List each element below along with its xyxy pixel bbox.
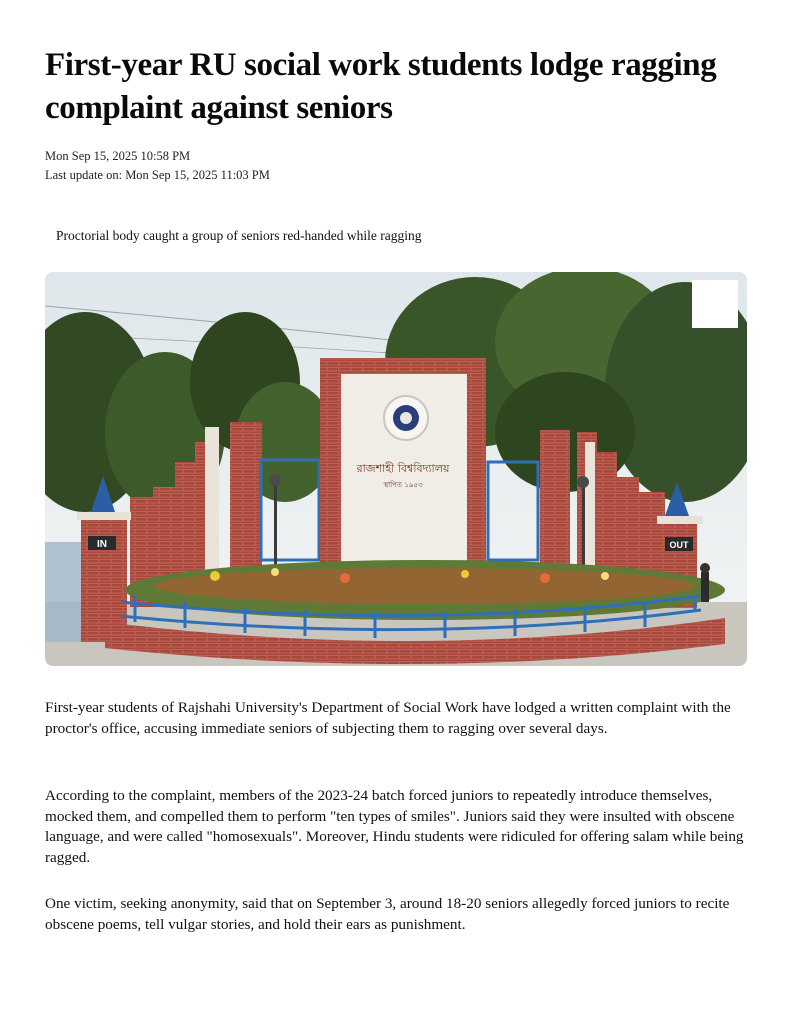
last-update: Last update on: Mon Sep 15, 2025 11:03 PM	[45, 168, 270, 182]
article-headline: First-year RU social work students lodge ragging complaint against seniors	[45, 47, 717, 126]
university-gate-illustration	[45, 272, 747, 666]
publish-date: Mon Sep 15, 2025 10:58 PM	[45, 149, 191, 163]
article-photo	[45, 272, 747, 666]
article-paragraph-1: First-year students of Rajshahi University's Department of Social Work have lodged a written complaint with the proctor's office, accusing immediate seniors of subjecting them to ragging over several days.	[45, 699, 731, 737]
gate-year-text: স্থাপিত ১৯৫৩	[383, 481, 423, 489]
out-label: OUT	[669, 540, 689, 550]
article-paragraph-2: According to the complaint, members of the 2023-24 batch forced juniors to repeatedly introduce themselves, mocked them, and compelled them to perform "ten types of smiles". Juniors said they were insulted with obscene language, and were called "homosexuals". Moreover, Hindu students were ridiculed for offering salam while being ragged.	[45, 787, 744, 866]
gate-sign-text: রাজশাহী বিশ্ববিদ্যালয়	[356, 462, 450, 475]
central-gate-panel	[320, 358, 486, 572]
in-label: IN	[97, 539, 107, 550]
image-caption: Proctorial body caught a group of seniors red-handed while ragging	[56, 228, 422, 243]
article-paragraph-3: One victim, seeking anonymity, said that on September 3, around 18-20 seniors allegedly forced juniors to recite obscene poems, tell vulgar stories, and hold their ears as punishment.	[45, 895, 730, 933]
corner-patch	[692, 280, 738, 328]
article-meta	[45, 147, 270, 185]
